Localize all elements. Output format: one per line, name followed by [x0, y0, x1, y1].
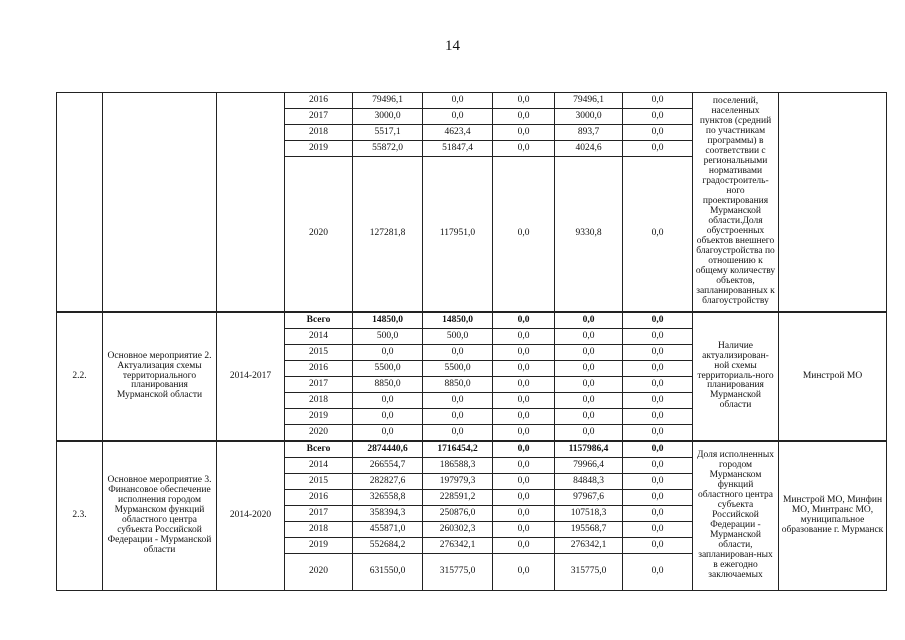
cell-loc: 0,0	[555, 329, 623, 345]
cell-total: 127281,8	[353, 157, 423, 313]
cell-total: 358394,3	[353, 506, 423, 522]
cell-other: 0,0	[623, 93, 693, 109]
cell-fed: 0,0	[423, 93, 493, 109]
cell-year: Всего	[285, 312, 353, 329]
table-row	[57, 312, 887, 329]
cell-fed: 260302,3	[423, 522, 493, 538]
cell-other: 0,0	[623, 157, 693, 313]
cell-loc: 0,0	[555, 393, 623, 409]
measure-responsible: Минстрой МО	[779, 312, 887, 441]
cell-total: 2874440,6	[353, 441, 423, 458]
cell-loc: 0,0	[555, 409, 623, 425]
cell-fed: 0,0	[423, 345, 493, 361]
cell-year: 2016	[285, 490, 353, 506]
cell-reg: 0,0	[493, 345, 555, 361]
cell-loc: 84848,3	[555, 474, 623, 490]
cell-fed: 500,0	[423, 329, 493, 345]
cell-year: 2015	[285, 345, 353, 361]
cell-loc: 3000,0	[555, 109, 623, 125]
cell-loc: 0,0	[555, 425, 623, 442]
cont-name-cell	[103, 93, 217, 313]
cell-total: 0,0	[353, 345, 423, 361]
measure-responsible: Минстрой МО, Минфин МО, Минтранс МО, муниципальное образование г. Мурманск	[779, 441, 887, 591]
cell-fed: 276342,1	[423, 538, 493, 554]
cell-other: 0,0	[623, 409, 693, 425]
table-row	[57, 441, 887, 458]
measure-description: Доля исполненных городом Мурманском функций областного центра субъекта Российской Федерации - Мурманской области, запланирован-ных в ежегодно заключаемых	[693, 441, 779, 591]
cell-year: 2019	[285, 409, 353, 425]
cont-description: поселений, населенных пунктов (средний по участникам программы) в соответствии с региональными нормативами градостроитель-ного проектирования Мурманской области.Доля обустроенных объектов внешнего благоустройства по отношению к общему количеству объектов, запланированных к благоустройству	[693, 93, 779, 313]
cell-other: 0,0	[623, 393, 693, 409]
cell-total: 5500,0	[353, 361, 423, 377]
cell-reg: 0,0	[493, 393, 555, 409]
cell-reg: 0,0	[493, 425, 555, 442]
cell-loc: 0,0	[555, 361, 623, 377]
cell-reg: 0,0	[493, 522, 555, 538]
cell-other: 0,0	[623, 125, 693, 141]
cell-fed: 0,0	[423, 425, 493, 442]
cell-year: 2020	[285, 554, 353, 591]
cell-total: 14850,0	[353, 312, 423, 329]
cell-year: 2015	[285, 474, 353, 490]
cell-other: 0,0	[623, 377, 693, 393]
cell-year: 2017	[285, 377, 353, 393]
cell-fed: 5500,0	[423, 361, 493, 377]
cell-other: 0,0	[623, 141, 693, 157]
cell-loc: 4024,6	[555, 141, 623, 157]
cell-fed: 0,0	[423, 393, 493, 409]
cell-loc: 97967,6	[555, 490, 623, 506]
cell-year: 2014	[285, 458, 353, 474]
budget-table	[56, 92, 887, 591]
measure-name: Основное мероприятие 3. Финансовое обеспечение исполнения городом Мурманском функций областного центра субъекта Российской Федерации - Мурманской области	[103, 441, 217, 591]
cell-reg: 0,0	[493, 474, 555, 490]
cell-year: 2016	[285, 361, 353, 377]
cell-year: Всего	[285, 441, 353, 458]
cell-year: 2016	[285, 93, 353, 109]
cell-other: 0,0	[623, 554, 693, 591]
cell-total: 326558,8	[353, 490, 423, 506]
cell-total: 0,0	[353, 409, 423, 425]
cell-loc: 1157986,4	[555, 441, 623, 458]
cell-other: 0,0	[623, 345, 693, 361]
cell-loc: 276342,1	[555, 538, 623, 554]
cell-other: 0,0	[623, 490, 693, 506]
cell-year: 2020	[285, 157, 353, 313]
table-row	[57, 93, 887, 109]
page-number: 14	[445, 38, 460, 54]
cell-other: 0,0	[623, 441, 693, 458]
cell-total: 79496,1	[353, 93, 423, 109]
cell-fed: 1716454,2	[423, 441, 493, 458]
cell-reg: 0,0	[493, 312, 555, 329]
cell-reg: 0,0	[493, 157, 555, 313]
measure-period: 2014-2020	[217, 441, 285, 591]
cell-loc: 79966,4	[555, 458, 623, 474]
cell-total: 5517,1	[353, 125, 423, 141]
cell-other: 0,0	[623, 538, 693, 554]
cell-fed: 197979,3	[423, 474, 493, 490]
cell-reg: 0,0	[493, 538, 555, 554]
cell-reg: 0,0	[493, 458, 555, 474]
cell-year: 2018	[285, 522, 353, 538]
cell-reg: 0,0	[493, 490, 555, 506]
cell-other: 0,0	[623, 425, 693, 442]
cell-other: 0,0	[623, 506, 693, 522]
cell-fed: 4623,4	[423, 125, 493, 141]
cell-reg: 0,0	[493, 554, 555, 591]
cell-other: 0,0	[623, 361, 693, 377]
cell-reg: 0,0	[493, 93, 555, 109]
cell-loc: 893,7	[555, 125, 623, 141]
cell-fed: 0,0	[423, 109, 493, 125]
cell-loc: 9330,8	[555, 157, 623, 313]
cell-year: 2020	[285, 425, 353, 442]
cell-reg: 0,0	[493, 125, 555, 141]
cell-year: 2019	[285, 538, 353, 554]
cell-year: 2018	[285, 393, 353, 409]
cell-other: 0,0	[623, 109, 693, 125]
cell-fed: 0,0	[423, 409, 493, 425]
cell-reg: 0,0	[493, 506, 555, 522]
cell-total: 0,0	[353, 425, 423, 442]
cont-responsible-cell	[779, 93, 887, 313]
cell-reg: 0,0	[493, 441, 555, 458]
cell-reg: 0,0	[493, 141, 555, 157]
cell-fed: 250876,0	[423, 506, 493, 522]
cell-total: 552684,2	[353, 538, 423, 554]
cell-total: 266554,7	[353, 458, 423, 474]
cont-period-cell	[217, 93, 285, 313]
cell-other: 0,0	[623, 522, 693, 538]
cont-num-cell	[57, 93, 103, 313]
measure-name: Основное мероприятие 2. Актуализация схемы территориального планирования Мурманской области	[103, 312, 217, 441]
cell-total: 0,0	[353, 393, 423, 409]
cell-total: 500,0	[353, 329, 423, 345]
cell-loc: 0,0	[555, 377, 623, 393]
cell-loc: 79496,1	[555, 93, 623, 109]
cell-loc: 0,0	[555, 345, 623, 361]
cell-loc: 195568,7	[555, 522, 623, 538]
cell-reg: 0,0	[493, 377, 555, 393]
cell-other: 0,0	[623, 329, 693, 345]
cell-reg: 0,0	[493, 109, 555, 125]
cell-loc: 107518,3	[555, 506, 623, 522]
cell-year: 2017	[285, 109, 353, 125]
cell-fed: 117951,0	[423, 157, 493, 313]
measure-number: 2.2.	[57, 312, 103, 441]
cell-loc: 315775,0	[555, 554, 623, 591]
cell-fed: 315775,0	[423, 554, 493, 591]
cell-fed: 186588,3	[423, 458, 493, 474]
cell-fed: 228591,2	[423, 490, 493, 506]
cell-reg: 0,0	[493, 409, 555, 425]
cell-fed: 51847,4	[423, 141, 493, 157]
cell-total: 8850,0	[353, 377, 423, 393]
cell-total: 631550,0	[353, 554, 423, 591]
cell-year: 2014	[285, 329, 353, 345]
cell-other: 0,0	[623, 458, 693, 474]
cell-other: 0,0	[623, 312, 693, 329]
measure-period: 2014-2017	[217, 312, 285, 441]
cell-year: 2019	[285, 141, 353, 157]
cell-other: 0,0	[623, 474, 693, 490]
cell-loc: 0,0	[555, 312, 623, 329]
measure-number: 2.3.	[57, 441, 103, 591]
cell-year: 2017	[285, 506, 353, 522]
measure-description: Наличие актуализирован-ной схемы территориаль-ного планирования Мурманской области	[693, 312, 779, 441]
cell-year: 2018	[285, 125, 353, 141]
cell-total: 55872,0	[353, 141, 423, 157]
cell-fed: 8850,0	[423, 377, 493, 393]
cell-total: 455871,0	[353, 522, 423, 538]
cell-total: 282827,6	[353, 474, 423, 490]
cell-reg: 0,0	[493, 361, 555, 377]
cell-reg: 0,0	[493, 329, 555, 345]
cell-fed: 14850,0	[423, 312, 493, 329]
cell-total: 3000,0	[353, 109, 423, 125]
